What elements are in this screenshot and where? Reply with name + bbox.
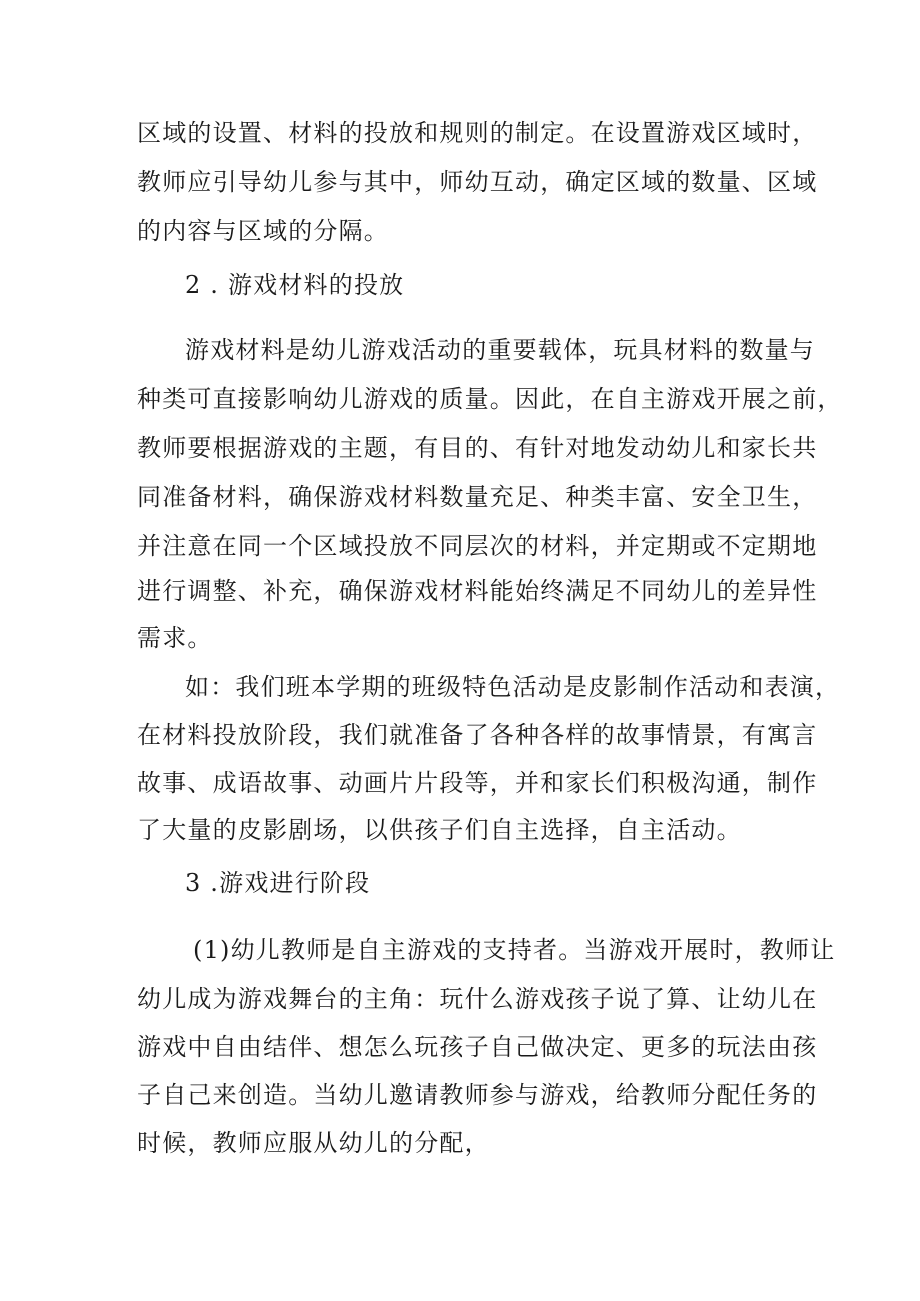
para4-line3: 游戏中自由结伴、想怎么玩孩子自己做决定、更多的玩法由孩 (137, 1033, 818, 1061)
para4-line4: 子自己来创造。当幼儿邀请教师参与游戏，给教师分配任务的 (137, 1081, 818, 1109)
para3-line4: 了大量的皮影剧场，以供孩子们自主选择，自主活动。 (137, 816, 742, 844)
para4-line5: 时候，教师应服从幼儿的分配， (137, 1129, 490, 1157)
para2-line1: 游戏材料是幼儿游戏活动的重要载体，玩具材料的数量与 (185, 336, 815, 364)
para2-line5: 并注意在同一个区域投放不同层次的材料，并定期或不定期地 (137, 532, 818, 560)
para1-line3: 的内容与区域的分隔。 (137, 217, 389, 245)
para2-line6: 进行调整、补充，确保游戏材料能始终满足不同幼儿的差异性 (137, 577, 818, 605)
para4-line1: (1)幼儿教师是自主游戏的支持者。当游戏开展时，教师让 (193, 936, 836, 964)
para3-line1: 如：我们班本学期的班级特色活动是皮影制作活动和表演， (185, 673, 841, 701)
para1-line1: 区域的设置、材料的投放和规则的制定。在设置游戏区域时， (137, 119, 818, 147)
para4-line2: 幼儿成为游戏舞台的主角：玩什么游戏孩子说了算、让幼儿在 (137, 985, 818, 1013)
para2-line2: 种类可直接影响幼儿游戏的质量。因此，在自主游戏开展之前， (137, 385, 843, 413)
para2-line4: 同准备材料，确保游戏材料数量充足、种类丰富、安全卫生， (137, 483, 818, 511)
para2-line7: 需求。 (137, 624, 213, 652)
para1-line2: 教师应引导幼儿参与其中，师幼互动，确定区域的数量、区域 (137, 168, 818, 196)
para3-line3: 故事、成语故事、动画片片段等，并和家长们积极沟通，制作 (137, 769, 818, 797)
para2-line3: 教师要根据游戏的主题，有目的、有针对地发动幼儿和家长共 (137, 434, 818, 462)
para3-line2: 在材料投放阶段，我们就准备了各种各样的故事情景，有寓言 (137, 721, 818, 749)
section-heading-3: 3 .游戏进行阶段 (185, 869, 371, 897)
section-heading-2: 2 . 游戏材料的投放 (185, 271, 405, 299)
